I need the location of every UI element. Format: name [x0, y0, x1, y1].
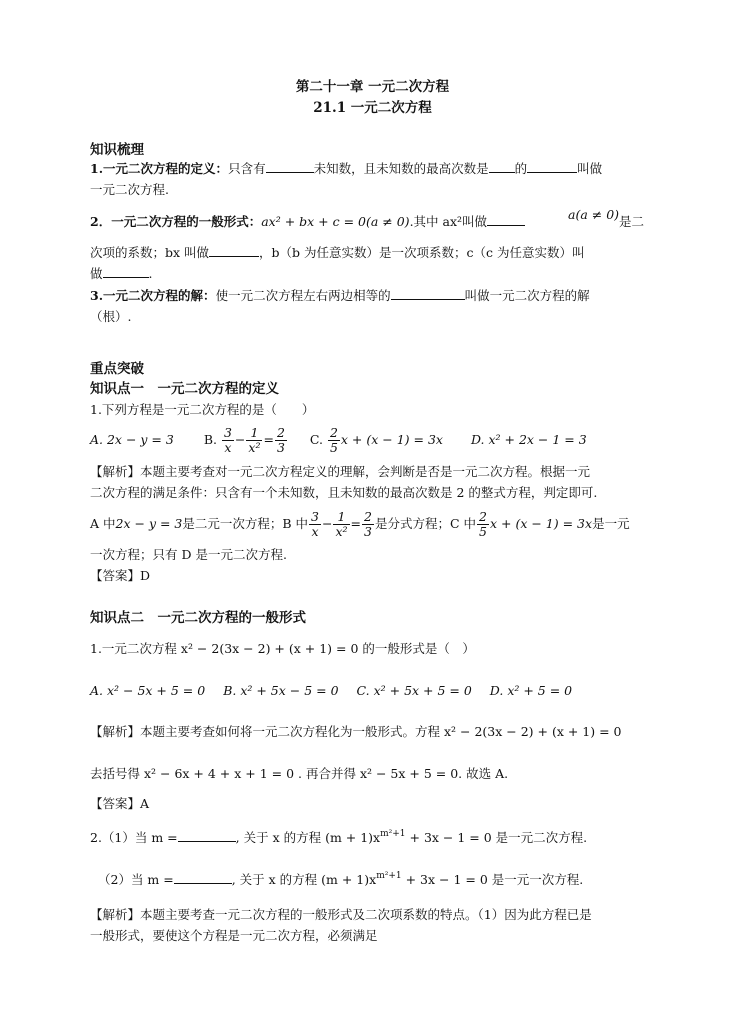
item3-text-b: 叫做一元二次方程的解: [464, 288, 590, 303]
blank-4: [487, 213, 525, 226]
blank-6: [103, 265, 149, 278]
blank-3: [527, 160, 577, 173]
item2-formula: ax² + bx + c = 0(a ≠ 0): [261, 214, 410, 229]
item1-text-a: 只含有: [228, 161, 266, 176]
item2-line2-a: 次项的系数；bx 叫做: [90, 245, 210, 260]
item2-label: 2．一元二次方程的一般形式：: [90, 214, 262, 229]
item2-text-a: .其中 ax²叫做: [409, 214, 488, 229]
kp1-analysis-line1: 【解析】本题主要考查对一元二次方程定义的理解，会判断是否是一元二次方程。根据一元: [90, 464, 591, 479]
item2-coef: a(a ≠ 0): [568, 207, 620, 222]
kp1-option-c-label: C.: [309, 432, 323, 447]
knowledge-item-3-line2: （根）.: [90, 309, 132, 324]
chapter-title: 第二十一章 一元二次方程: [295, 79, 450, 95]
kp2-heading: 知识点二 一元二次方程的一般形式: [90, 610, 306, 626]
kp2-option-c: C. x² + 5x + 5 = 0: [356, 683, 472, 698]
blank-m1: [178, 829, 236, 842]
frac-1-over-x2: $\frac{1}{\text{x²}}$: [248, 425, 261, 455]
kp2-option-d: D. x² + 5 = 0: [489, 683, 573, 698]
kp1-analysis-line2: 二次方程的满足条件：只含有一个未知数，且未知数的最高次数是 2 的整式方程，判定即可.: [90, 485, 598, 500]
blank-5: [209, 244, 259, 257]
item1-label: 1.一元二次方程的定义：: [90, 161, 229, 176]
item2-line2-b: ，b（b 为任意实数）是一次项系数；c（c 为任意实数）叫: [259, 245, 585, 260]
kp2-option-a: A. x² − 5x + 5 = 0: [90, 683, 206, 698]
item3-text-a: 使一元二次方程左右两边相等的: [215, 288, 391, 303]
knowledge-item-1: [90, 160, 602, 178]
frac-2-over-5: $\frac{2}{5}$: [329, 425, 338, 455]
kp2-question-1: 1.一元二次方程 x² − 2(3x − 2) + (x + 1) = 0 的一般形式是（ ）: [90, 641, 475, 656]
knowledge-item-1-line2: 一元二次方程.: [90, 182, 169, 197]
period: .: [148, 266, 153, 281]
item3-label: 3.一元二次方程的解：: [90, 288, 216, 303]
item1-text-b: 未知数，且未知数的最高次数是: [313, 161, 489, 176]
blank-7: [391, 287, 465, 300]
item2-text-b: 是二: [619, 214, 645, 229]
knowledge-item-2-line3: [90, 265, 153, 283]
kp1-option-a: A. 2x − y = 3: [90, 432, 174, 447]
kp2-analysis-line1: 【解析】本题主要考查如何将一元二次方程化为一般形式。方程 x² − 2(3x − 2) + (x + 1) = 0: [90, 724, 622, 739]
item1-text-c: 的: [514, 161, 528, 176]
kp1-heading: 知识点一 一元二次方程的定义: [90, 381, 279, 397]
kp2-option-b: B. x² + 5x − 5 = 0: [223, 683, 339, 698]
section-title: 21.1 一元二次方程: [313, 100, 432, 116]
kp2-analysis2-line2: 一般形式，要使这个方程是一元二次方程，必须满足: [90, 928, 378, 943]
item2-line3: 做: [90, 266, 103, 281]
blank-m2: [174, 871, 232, 884]
knowledge-item-2: [90, 213, 525, 231]
kp2-options: [90, 682, 572, 700]
blank-1: [266, 160, 314, 173]
focus-heading: 重点突破: [90, 361, 144, 377]
kp1-option-d: D. x² + 2x − 1 = 3: [470, 432, 587, 447]
frac-3-over-x: $\frac{3}{x}$: [223, 425, 232, 455]
item1-text-d: 叫做: [577, 161, 603, 176]
blank-2: [489, 160, 515, 173]
kp1-options: A. 2x − y = 3 B. $\frac{3}{x}$ − $\frac{1}{\text{x²}}$ = $\frac{2}{3}$ C. $\frac{2}{5}$ x + (x − 1) = 3x D. x² + 2x − 1 = 3: [90, 425, 587, 455]
kp1-option-b-label: B.: [203, 432, 217, 447]
kp2-question-2b: （2）当 m = , 关于 x 的方程 $(m + 1)x^{m^2+1} + 3x - 1 = 0$ 是一元一次方程.: [98, 871, 584, 887]
kp2-analysis-line2: 去括号得 x² − 6x + 4 + x + 1 = 0 . 再合并得 x² − 5x + 5 = 0. 故选 A.: [90, 766, 509, 781]
kp1-answer: 【答案】D: [90, 568, 151, 583]
kp2-question-2a: 2.（1）当 m = , 关于 x 的方程 $(m + 1)x^{m^2+1} + 3x - 1 = 0$ 是一元二次方程.: [90, 829, 588, 845]
knowledge-item-2-line2: [90, 244, 584, 262]
kp1-analysis-line3: A 中2x − y = 3是二元一次方程；B 中 $\frac{3}{x}$ − $\frac{1}{\text{x²}}$ = $\frac{2}{3}$ 是分式方程；C 中 $\frac{2}{5}$ x + (x − 1) = 3x是一元: [90, 509, 630, 539]
kp2-answer: 【答案】A: [90, 796, 150, 811]
knowledge-item-3: [90, 287, 590, 305]
item2-coef-line: [568, 206, 645, 229]
kp1-option-c-rest: x + (x − 1) = 3x: [340, 432, 443, 447]
knowledge-heading: 知识梳理: [90, 142, 144, 158]
kp1-analysis-line4: 一次方程；只有 D 是一元二次方程.: [90, 547, 287, 562]
kp1-question: 1.下列方程是一元二次方程的是（ ）: [90, 402, 315, 417]
kp2-analysis2-line1: 【解析】本题主要考查一元二次方程的一般形式及二次项系数的特点。（1）因为此方程已是: [90, 907, 592, 922]
frac-2-over-3: $\frac{2}{3}$: [276, 425, 285, 455]
